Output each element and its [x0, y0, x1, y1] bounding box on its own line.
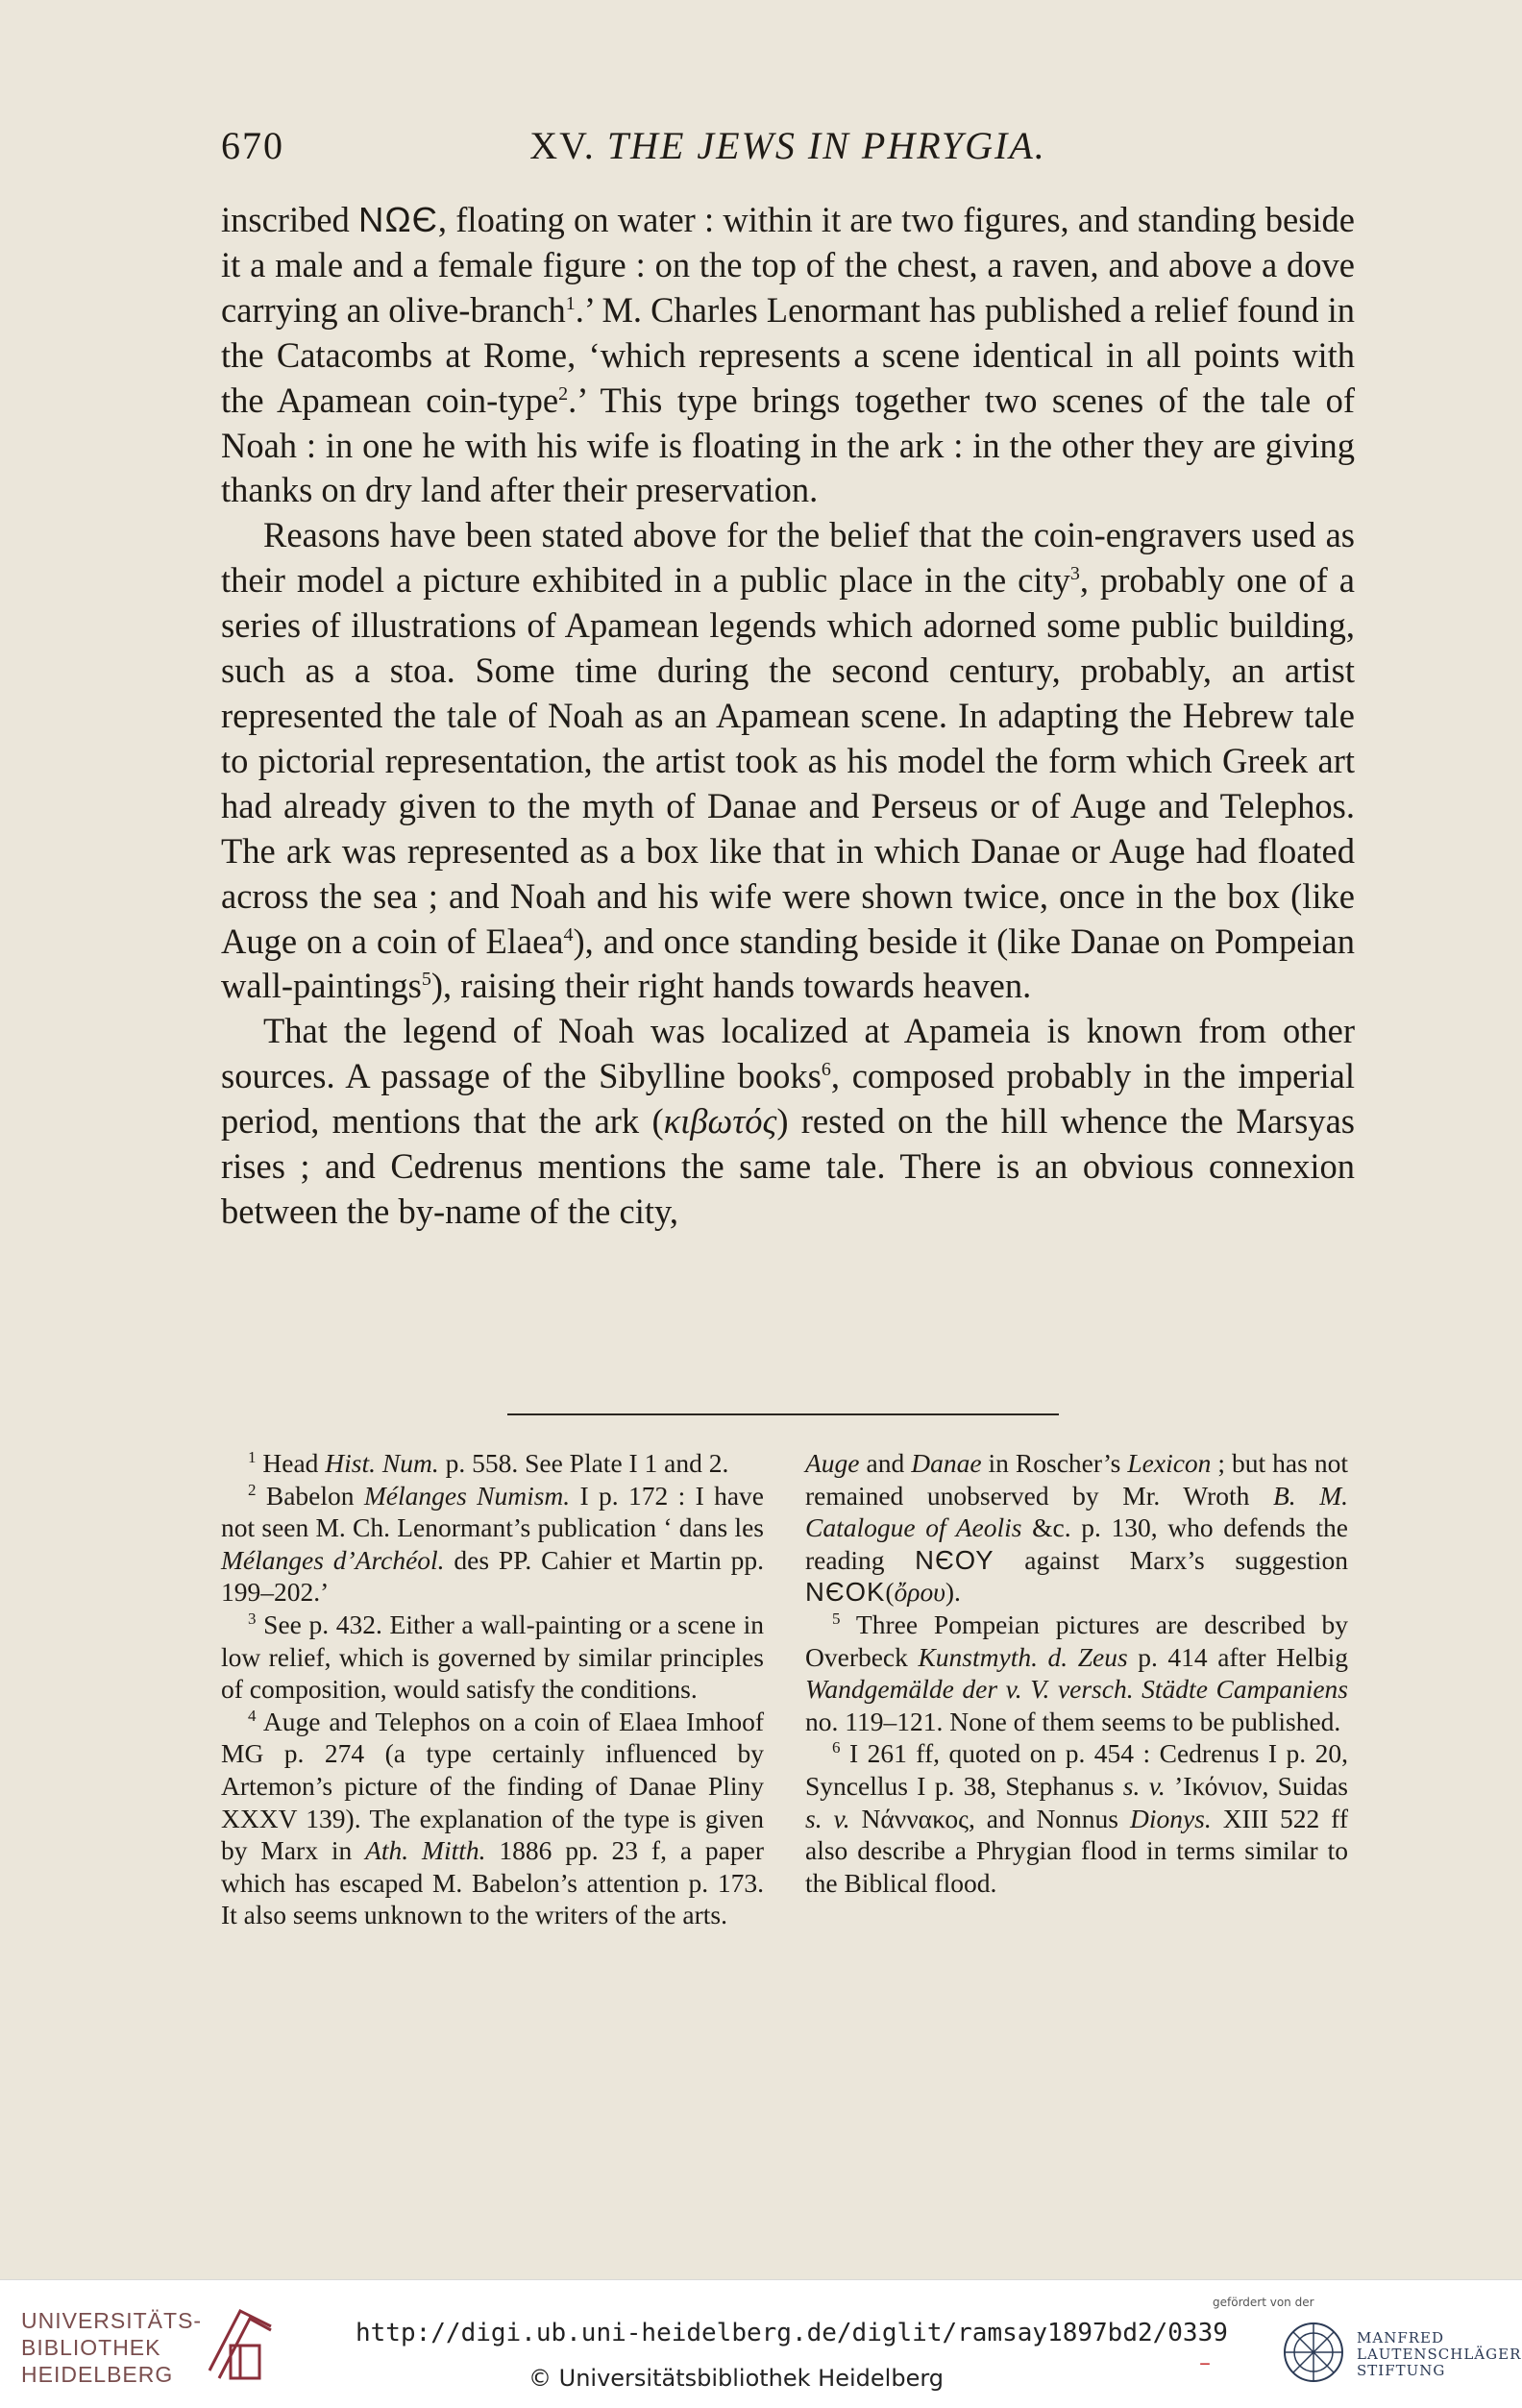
running-head — [221, 123, 1355, 181]
footnote-3: $^3$ See p. 432. Either a wall-painting or a scene in low relief, which is governed by similar principles of composition, would satisfy the conditions. — [221, 1609, 765, 1705]
footnote-ref-1[interactable]: 1 — [565, 292, 576, 314]
chapter-title — [221, 123, 1355, 168]
footnote-ref-6[interactable]: 6 — [821, 1059, 831, 1081]
footnote-6: $^6$ I 261 ff, quoted on p. 454 : Cedrenus I p. 20, Syncellus I p. 38, Stephanus s. v. ’Ικόνιον, Suidas s. v. Νάννακος, and Nonnus Dionys. XIII 522 ff also describe a Phrygian flood in terms similar to the Biblical flood. — [805, 1738, 1349, 1898]
chapter-number: XV. — [529, 124, 596, 167]
permalink-url[interactable]: http://digi.ub.uni-heidelberg.de/diglit/ramsay1897bd2/0339 — [356, 2319, 1228, 2347]
copyright-notice: © Universitätsbibliothek Heidelberg — [528, 2365, 945, 2392]
paragraph-1: inscribed ΝΩЄ, floating on water : within it are two figures, and standing beside it a male and a female figure : on the top of the chest, a raven, and above a dove carrying an olive-branch$^1$.’ M. Charles Lenormant has published a relief found in the Catacombs at Rome, ‘which represents a scene identical in all points with the Apamean coin-type$^2$.’ This type brings together two scenes of the tale of Noah : in one he with his wife is floating in the ark : in the other they are giving thanks on dry land after their preservation. — [221, 200, 1355, 510]
footnote-column-left — [221, 1447, 764, 1931]
footnote-ref-2[interactable]: 2 — [558, 382, 569, 405]
footnote-4: $^4$ Auge and Telephos on a coin of Elaea Imhoof MG p. 274 (a type certainly influenced by Artemon’s picture of the finding of Danae Pliny XXXV 139). The explanation of the type is given by Marx in Ath. Mitth. 1886 pp. 23 f, a paper which has escaped M. Babelon’s attention p. 173. It also seems unknown to the writers of the arts. — [221, 1706, 764, 1930]
chapter-title-text: THE JEWS IN PHRYGIA. — [606, 124, 1046, 167]
body-text — [221, 198, 1355, 1235]
page-number: 670 — [221, 124, 284, 167]
paragraph-3: That the legend of Noah was localized at Apameia is known from other sources. A passage of the Sibylline books$^6$, composed probably in the imperial period, mentions that the ark (κιβωτός) rested on the hill whence the Marsyas rises ; and Cedrenus mentions the same tale. There is an obvious connexion between the by-name of the city, — [221, 1011, 1355, 1231]
footnote-ref-3[interactable]: 3 — [1069, 563, 1080, 585]
funded-by-label: gefördert von der — [1213, 2296, 1314, 2309]
footnote-1: $^1$ Head Hist. Num. p. 558. See Plate I 1 and 2. — [248, 1447, 729, 1478]
footnote-5: $^5$ Three Pompeian pictures are described by Overbeck Kunstmyth. d. Zeus p. 414 after Helbig Wandgemälde der v. V. versch. Städte Campaniens no. 119–121. None of them seems to be published. — [805, 1609, 1349, 1736]
library-name[interactable]: UNIVERSITÄTS- BIBLIOTHEK HEIDELBERG — [21, 2308, 203, 2387]
footnote-ref-5[interactable]: 5 — [421, 969, 431, 991]
footnote-2: $^2$ Babelon Mélanges Numism. I p. 172 : I have not seen M. Ch. Lenormant’s publication ‘ dans les Mélanges d’Archéol. des PP. Cahier et Martin pp. 199–202.’ — [221, 1480, 764, 1608]
footnote-4-continued: Auge and Danae in Roscher’s Lexicon ; but has not remained unobserved by Mr. Wroth B. M. Catalogue of Aeolis &c. p. 130, who defends the reading ΝЄΟΥ against Marx’s suggestion ΝЄΟΚ(ὄρου). — [805, 1448, 1348, 1608]
foundation-logo-icon[interactable] — [1280, 2319, 1347, 2386]
library-logo-icon[interactable] — [202, 2303, 279, 2386]
foundation-name[interactable]: MANFRED LAUTENSCHLÄGER STIFTUNG — [1357, 2329, 1522, 2379]
footnote-column-right — [805, 1447, 1348, 1899]
footnote-divider — [507, 1413, 1059, 1415]
viewer-footer — [0, 2279, 1522, 2408]
separator-dash: – — [1199, 2349, 1211, 2376]
greek-inscription: ΝΩЄ — [358, 200, 438, 239]
paragraph-2: Reasons have been stated above for the belief that the coin-engravers used as their model a picture exhibited in a public place in the city$^3$, probably one of a series of illustrations of Apamean legends which adorned some public building, such as a stoa. Some time during the second century, probably, an artist represented the tale of Noah as an Apamean scene. In adapting the Hebrew tale to pictorial representation, the artist took as his model the form which Greek art had already given to the myth of Danae and Perseus or of Auge and Telephos. The ark was represented as a box like that in which Danae or Auge had floated across the sea ; and Noah and his wife were shown twice, once in the box (like Auge on a coin of Elaea$^4$), and once standing beside it (like Danae on Pompeian wall-paintings$^5$), raising their right hands towards heaven. — [221, 515, 1355, 1006]
greek-word: κιβωτός — [663, 1101, 777, 1142]
footnote-ref-4[interactable]: 4 — [563, 923, 574, 946]
